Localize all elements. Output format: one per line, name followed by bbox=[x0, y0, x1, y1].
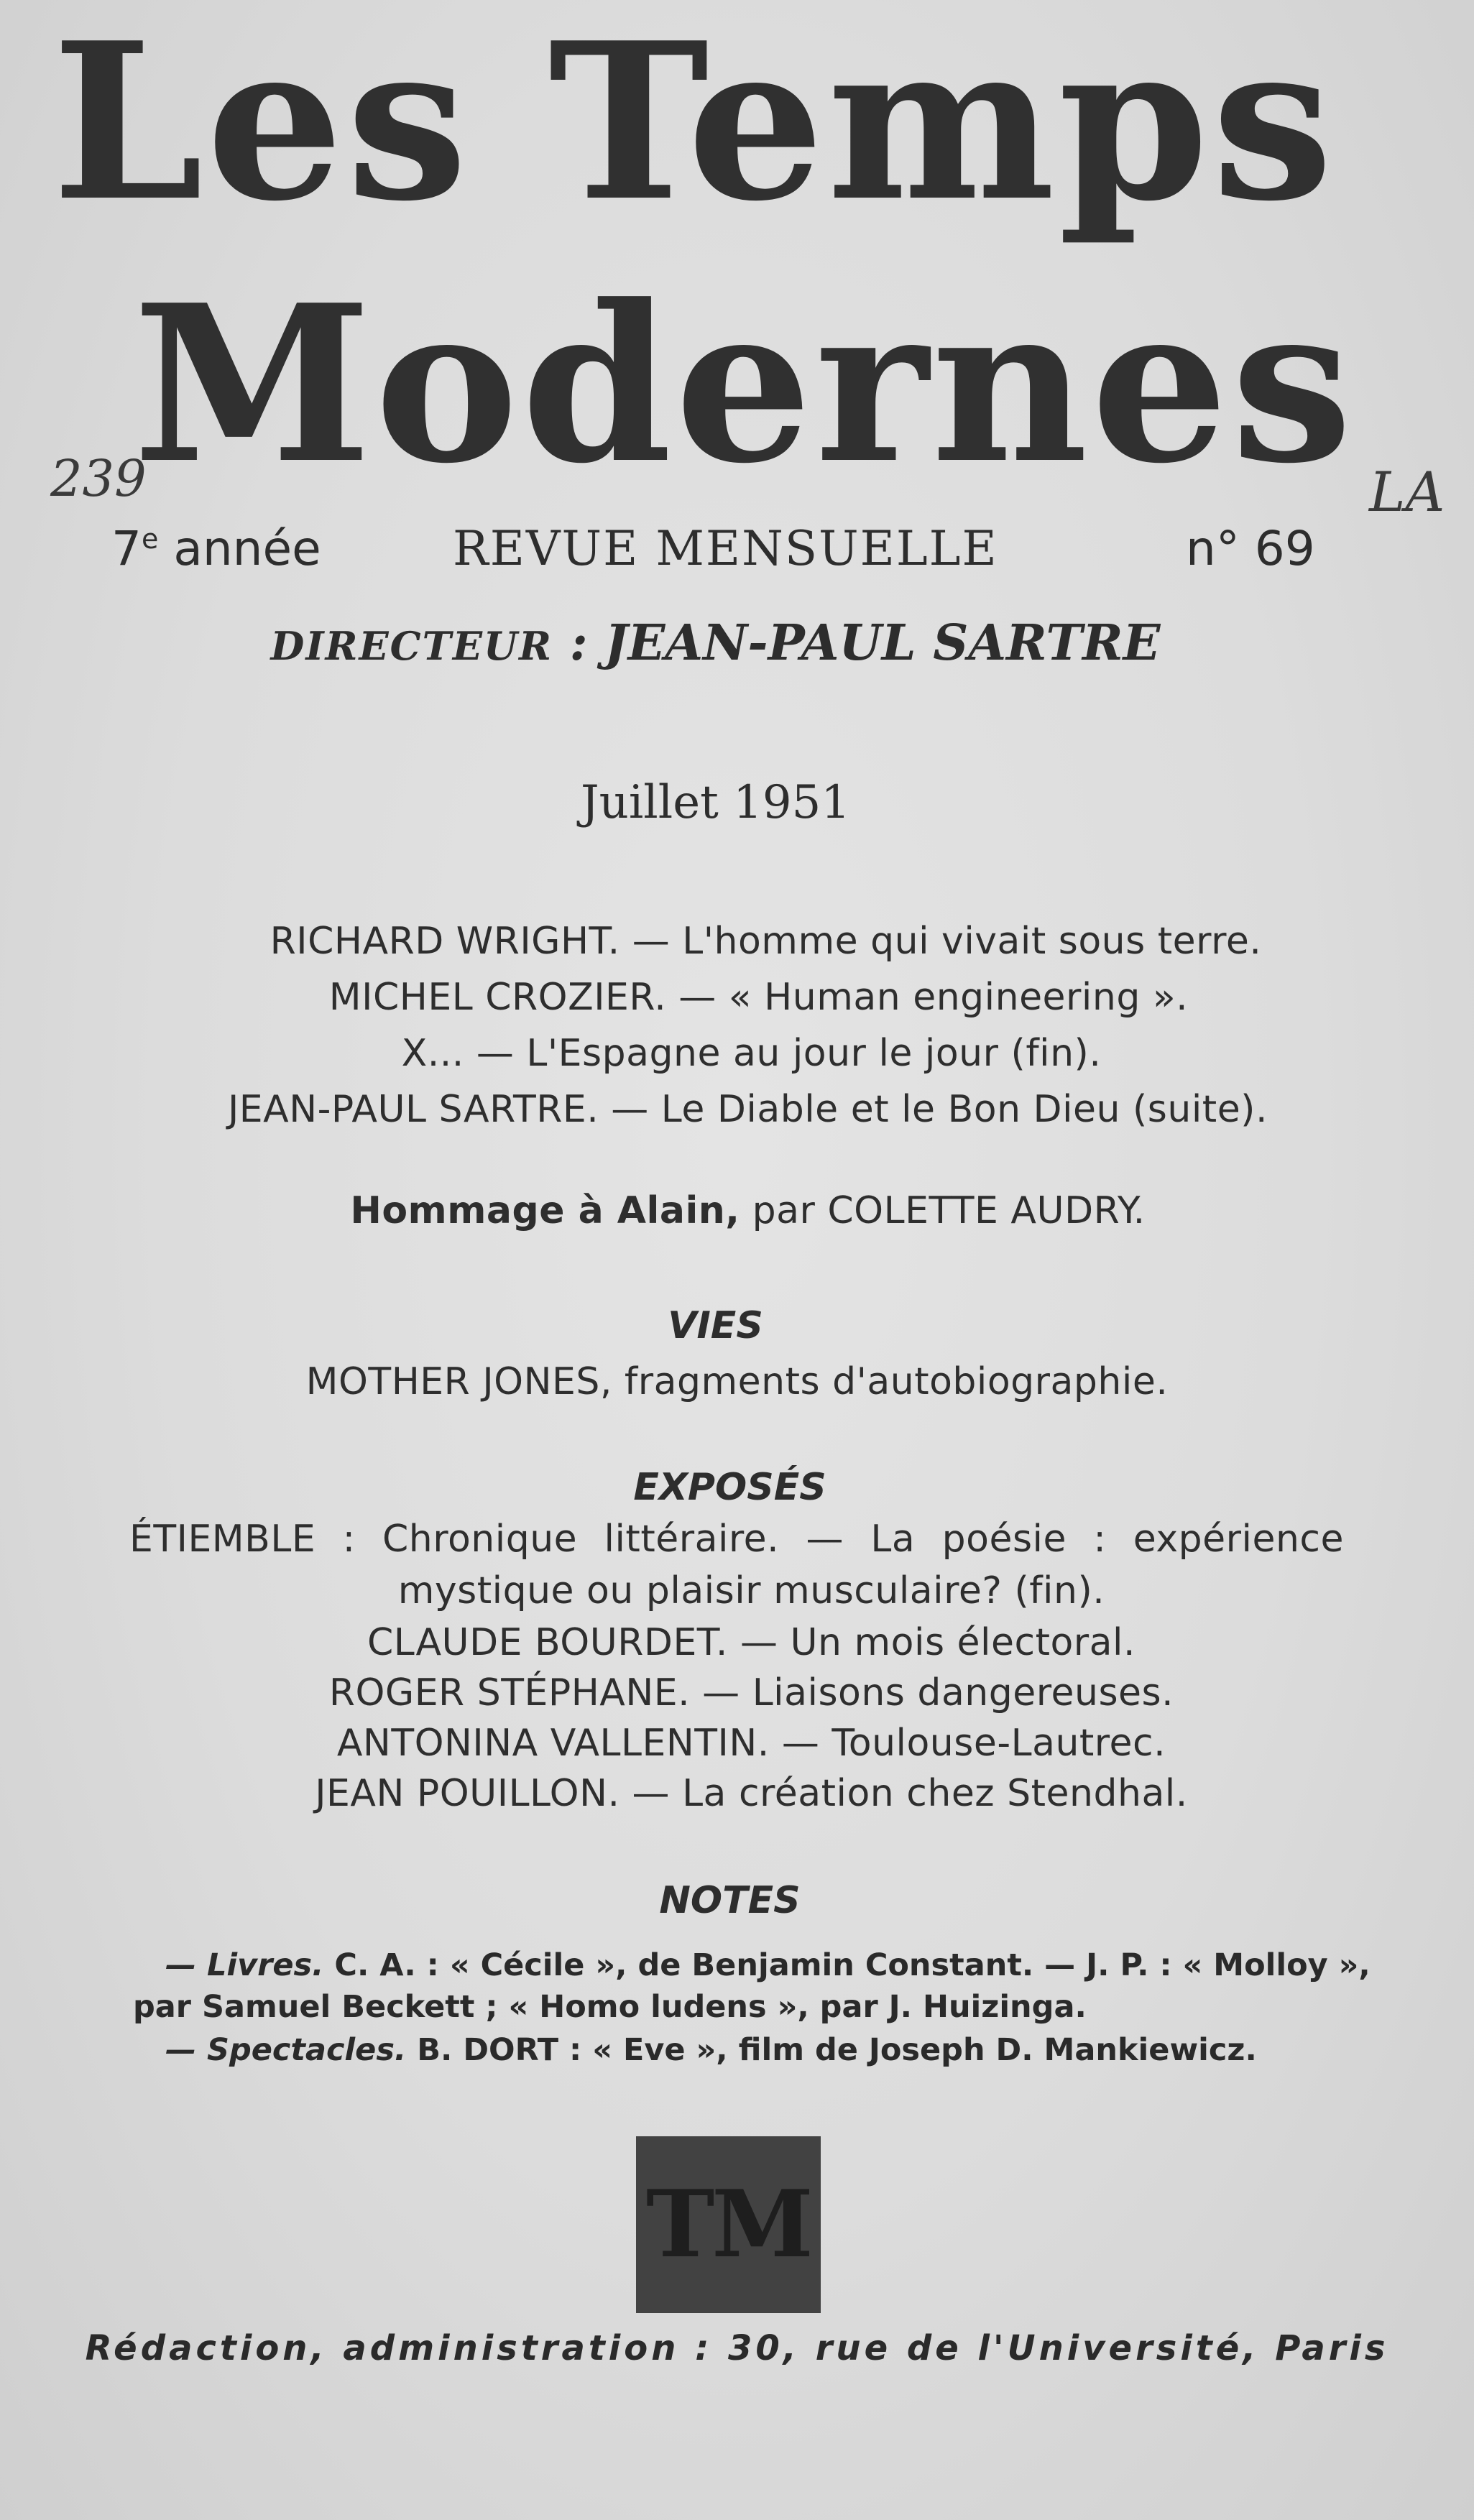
masthead-line-1: Les Temps bbox=[52, 0, 1336, 249]
vies-entry: MOTHER JONES, fragments d'autobiographie. bbox=[305, 1360, 1169, 1403]
entry-title: — L'Espagne au jour le jour (fin). bbox=[464, 1032, 1102, 1075]
exposes-entry: mystique ou plaisir musculaire? (fin). bbox=[397, 1569, 1105, 1612]
notes-spectacles-text: B. DORT : « Eve », film de Joseph D. Mankiewicz. bbox=[406, 2032, 1257, 2068]
notes-livres-text: C. A. : « Cécile », de Benjamin Constant. — J. P. : « Molloy », bbox=[323, 1947, 1371, 1983]
issue-number: n° 69 bbox=[1186, 521, 1315, 576]
hommage-entry bbox=[11, 1189, 1474, 1232]
notes-livres-label: — Livres. bbox=[165, 1947, 324, 1983]
volume-word: année bbox=[158, 521, 321, 576]
volume-ordinal: e bbox=[142, 523, 159, 555]
entry-author: RICHARD WRIGHT. bbox=[270, 920, 620, 963]
contents-entry bbox=[14, 1032, 1474, 1075]
contents-entry bbox=[29, 920, 1474, 963]
director-sep: : bbox=[552, 614, 605, 672]
section-heading-notes: NOTES bbox=[659, 1879, 801, 1922]
exposes-entry: ROGER STÉPHANE. — Liaisons dangereuses. bbox=[328, 1671, 1174, 1714]
entry-title: — L'homme qui vivait sous terre. bbox=[619, 920, 1262, 963]
volume-number: 7 bbox=[111, 521, 142, 576]
director-label: DIRECTEUR bbox=[270, 623, 553, 669]
exposes-entry: ANTONINA VALLENTIN. — Toulouse-Lautrec. bbox=[336, 1722, 1166, 1765]
publisher-address: Rédaction, administration : 30, rue de l'Université, Paris bbox=[85, 2328, 1389, 2368]
entry-author: X... bbox=[401, 1032, 464, 1075]
director-line bbox=[0, 614, 1452, 672]
exposes-entry: CLAUDE BOURDET. — Un mois électoral. bbox=[367, 1621, 1136, 1664]
exposes-entry: JEAN POUILLON. — La création chez Stendhal. bbox=[315, 1772, 1188, 1815]
notes-spectacles bbox=[165, 2032, 1257, 2068]
tm-logo-text: TM bbox=[646, 2171, 811, 2279]
contents-entry bbox=[22, 976, 1474, 1019]
handwritten-note-left: 239 bbox=[50, 449, 147, 508]
volume-year bbox=[111, 521, 321, 576]
director-name: JEAN-PAUL SARTRE bbox=[604, 614, 1161, 672]
notes-livres bbox=[165, 1947, 1371, 1983]
entry-author: MICHEL CROZIER. bbox=[328, 976, 667, 1019]
masthead-line-2: Modernes bbox=[133, 257, 1355, 511]
handwritten-note-right: LA bbox=[1369, 460, 1445, 524]
hommage-title: Hommage à Alain, bbox=[350, 1189, 740, 1232]
notes-spectacles-label: — Spectacles. bbox=[165, 2032, 407, 2068]
section-heading-exposes: EXPOSÉS bbox=[633, 1466, 826, 1509]
issue-date: Juillet 1951 bbox=[580, 776, 851, 829]
entry-title: — « Human engineering ». bbox=[666, 976, 1189, 1019]
entry-author: JEAN-PAUL SARTRE. bbox=[227, 1088, 599, 1131]
exposes-entry: ÉTIEMBLE : Chronique littéraire. — La poésie : expérience bbox=[129, 1518, 1344, 1561]
publication-type: REVUE MENSUELLE bbox=[453, 521, 998, 576]
section-heading-vies: VIES bbox=[668, 1304, 763, 1347]
notes-livres-continued: par Samuel Beckett ; « Homo ludens », par J. Huizinga. bbox=[133, 1989, 1087, 2025]
tm-logo bbox=[636, 2136, 821, 2313]
hommage-author: par COLETTE AUDRY. bbox=[740, 1189, 1146, 1232]
contents-entry bbox=[11, 1088, 1474, 1131]
entry-title: — Le Diable et le Bon Dieu (suite). bbox=[599, 1088, 1268, 1131]
